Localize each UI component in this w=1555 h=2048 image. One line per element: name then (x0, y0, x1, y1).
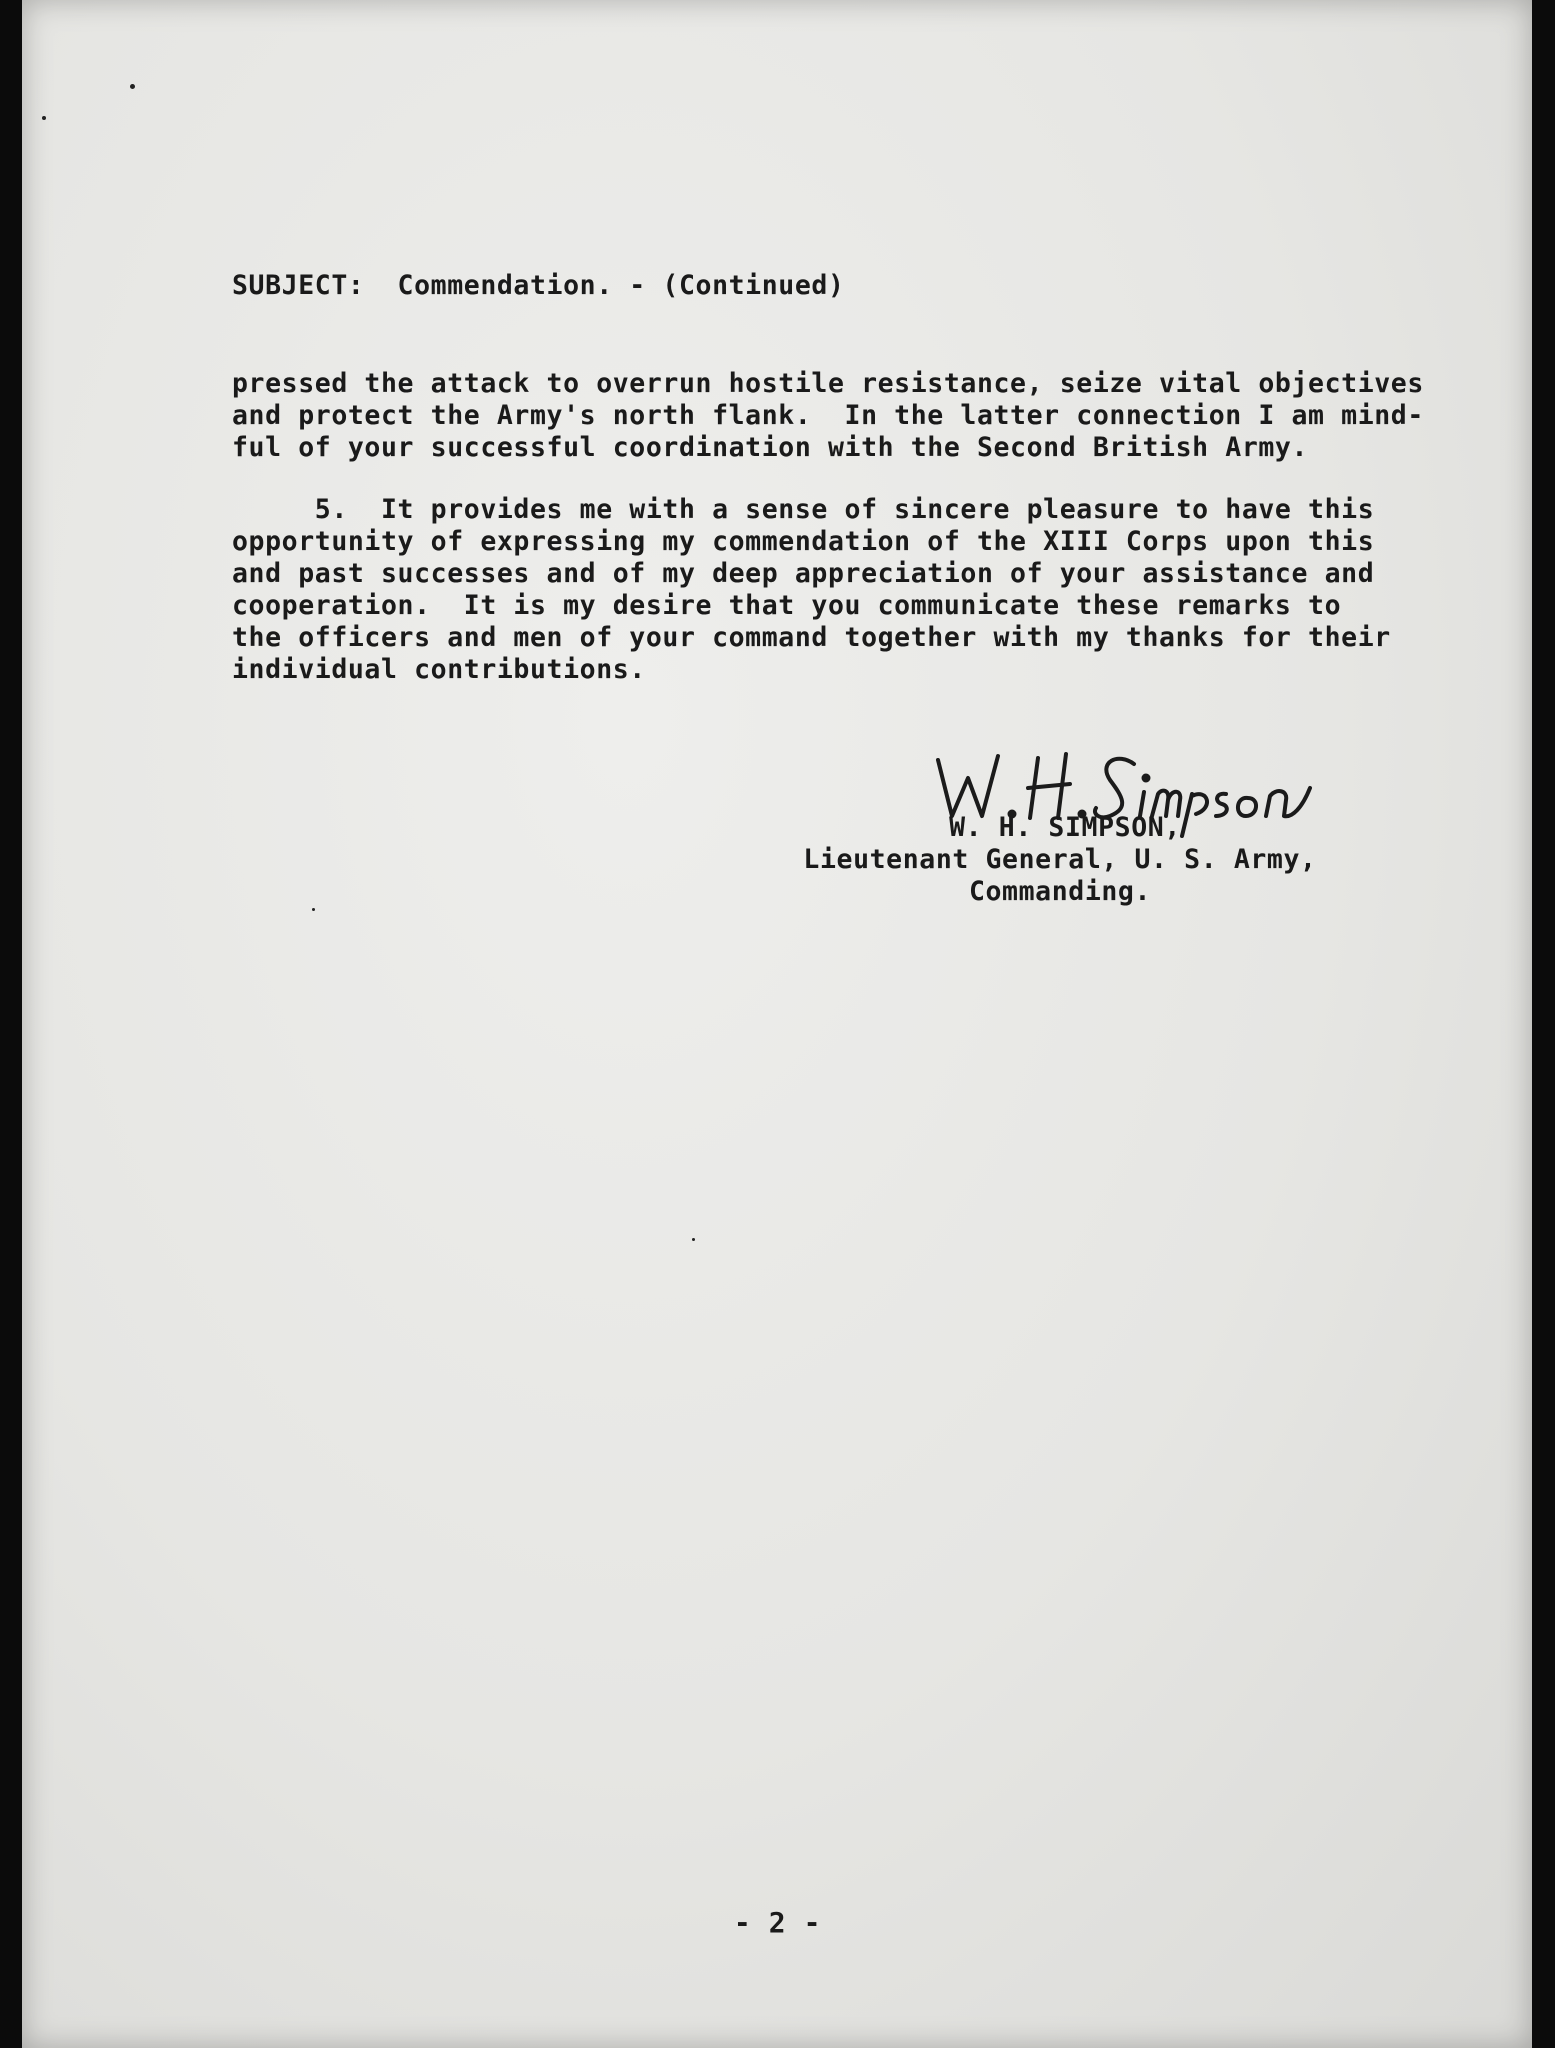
subject-line: SUBJECT: Commendation. - (Continued) (232, 270, 845, 301)
ink-speck (312, 908, 315, 911)
paragraph-continued (232, 368, 1424, 464)
text-line: and protect the Army's north flank. In the latter connection I am mind- (232, 400, 1424, 431)
signer-rank: Lieutenant General, U. S. Army, (803, 844, 1317, 875)
text-line: pressed the attack to overrun hostile resistance, seize vital objectives (232, 368, 1424, 399)
text-line: opportunity of expressing my commendation of the XIII Corps upon this (232, 526, 1375, 557)
signer-name: W. H. SIMPSON, (949, 812, 1181, 843)
paragraph-5 (232, 494, 1391, 686)
text-line: ful of your successful coordination with the Second British Army. (232, 432, 1309, 463)
text-line: cooperation. It is my desire that you communicate these remarks to (232, 590, 1342, 621)
document-page (22, 0, 1532, 2048)
text-line: individual contributions. (232, 654, 646, 685)
ink-speck (692, 1238, 695, 1241)
text-line: the officers and men of your command together with my thanks for their (232, 622, 1391, 653)
signature-block (780, 812, 1340, 908)
ink-speck (42, 116, 46, 120)
text-line: 5. It provides me with a sense of sincere pleasure to have this (232, 494, 1375, 525)
text-line: and past successes and of my deep appreciation of your assistance and (232, 558, 1375, 589)
signer-role: Commanding. (968, 876, 1152, 907)
page-number: - 2 - (733, 1906, 822, 1939)
ink-speck (130, 84, 135, 89)
